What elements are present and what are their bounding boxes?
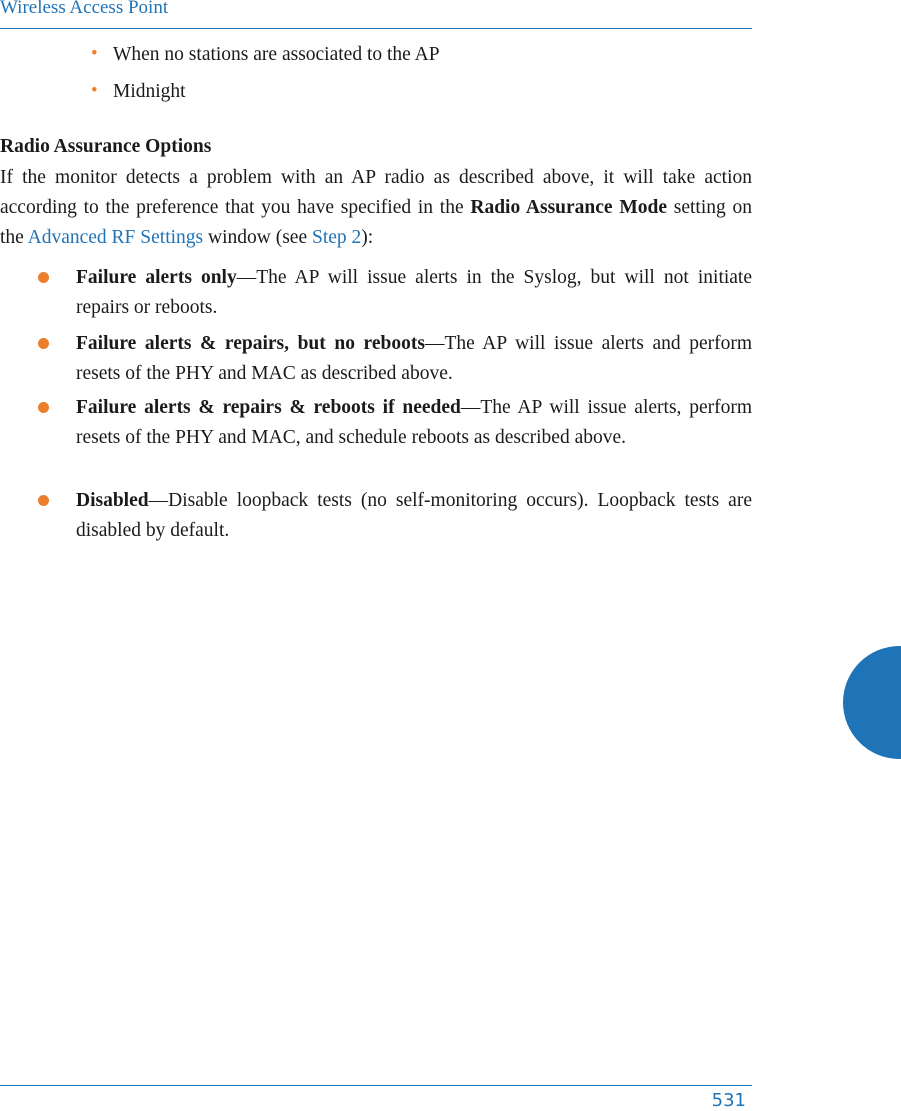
bullet-icon: • [91, 80, 98, 101]
page-number: 531 [711, 1090, 746, 1111]
footer-rule [0, 1085, 752, 1086]
bullet-icon [38, 495, 49, 506]
list-item-text: When no stations are associated to the AP [113, 44, 440, 65]
option-item-alerts-repairs-no-reboots [76, 329, 752, 389]
bullet-icon [38, 272, 49, 283]
bullet-icon [38, 402, 49, 413]
bullet-icon [38, 338, 49, 349]
setting-name: Radio Assurance Mode [470, 197, 667, 218]
option-label: Failure alerts only [76, 267, 237, 288]
option-text: —The AP will issue alerts, perform resets of the PHY and MAC, and schedule reboots as described above. [76, 397, 752, 448]
list-item-text: Midnight [113, 81, 186, 102]
option-item-alerts-repairs-reboots [76, 393, 752, 453]
option-item-failure-alerts-only [76, 263, 752, 323]
intro-paragraph: If the monitor detects a problem with an AP radio as described above, it will take action according to the preference that you have specified in the Radio Assurance Mode setting on the Advanced RF Settings window (see Step 2): [0, 167, 752, 248]
chapter-thumb-tab [843, 646, 901, 759]
header-rule [0, 28, 752, 29]
list-item [91, 43, 440, 66]
option-text: —The AP will issue alerts and perform resets of the PHY and MAC as described above. [76, 333, 753, 384]
section-heading: Radio Assurance Options [0, 136, 212, 157]
option-label: Failure alerts & repairs, but no reboots [76, 333, 425, 354]
option-label: Disabled [76, 490, 149, 511]
option-text: —The AP will issue alerts in the Syslog, but will not initiate repairs or reboots. [76, 267, 753, 318]
list-item [91, 80, 186, 103]
step-2-link[interactable]: Step 2 [311, 227, 362, 248]
advanced-rf-settings-link[interactable]: Advanced RF Settings [27, 227, 204, 248]
option-text: —Disable loopback tests (no self-monitoring occurs). Loopback tests are disabled by default. [76, 490, 752, 541]
bullet-icon: • [91, 43, 98, 64]
running-header: Wireless Access Point [0, 0, 169, 18]
option-label: Failure alerts & repairs & reboots if needed [76, 397, 461, 418]
option-item-disabled [76, 486, 752, 546]
